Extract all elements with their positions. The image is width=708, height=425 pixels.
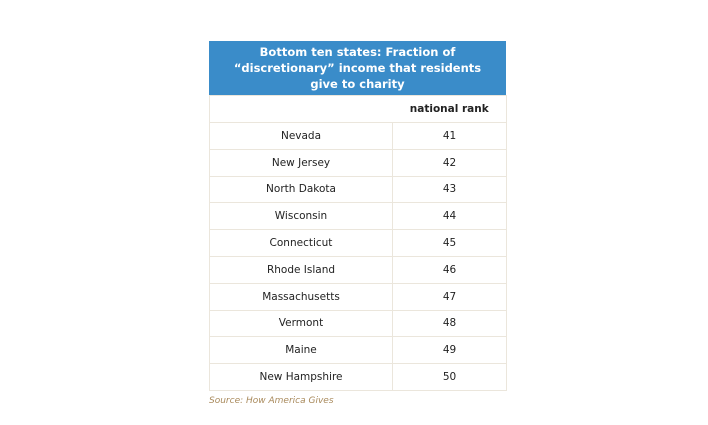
state-cell: Maine (210, 337, 393, 364)
table-row (210, 364, 507, 391)
rank-cell: 50 (393, 364, 507, 391)
rank-cell: 46 (393, 256, 507, 283)
state-cell: Vermont (210, 310, 393, 337)
state-cell: Connecticut (210, 230, 393, 257)
table-row (210, 123, 507, 150)
table-row (210, 176, 507, 203)
column-header-state (210, 96, 393, 123)
rank-cell: 49 (393, 337, 507, 364)
rank-cell: 47 (393, 283, 507, 310)
table-row (210, 230, 507, 257)
rank-cell: 41 (393, 123, 507, 150)
table-header-row (210, 96, 507, 123)
table-row (210, 256, 507, 283)
state-cell: Massachusetts (210, 283, 393, 310)
table-row (210, 337, 507, 364)
rank-cell: 42 (393, 149, 507, 176)
rank-cell: 45 (393, 230, 507, 257)
chart-table (209, 41, 506, 391)
table-body (210, 123, 507, 391)
state-cell: New Jersey (210, 149, 393, 176)
chart-title: Bottom ten states: Fraction of “discretionary” income that residents give to charity (209, 41, 506, 95)
column-header-rank: national rank (393, 96, 507, 123)
source-note: Source: How America Gives (209, 396, 334, 406)
table-row (210, 310, 507, 337)
rank-cell: 43 (393, 176, 507, 203)
state-cell: New Hampshire (210, 364, 393, 391)
table-row (210, 149, 507, 176)
table-row (210, 203, 507, 230)
state-cell: Wisconsin (210, 203, 393, 230)
rank-cell: 44 (393, 203, 507, 230)
state-cell: Rhode Island (210, 256, 393, 283)
state-cell: Nevada (210, 123, 393, 150)
rank-cell: 48 (393, 310, 507, 337)
data-table (209, 95, 507, 391)
table-row (210, 283, 507, 310)
state-cell: North Dakota (210, 176, 393, 203)
